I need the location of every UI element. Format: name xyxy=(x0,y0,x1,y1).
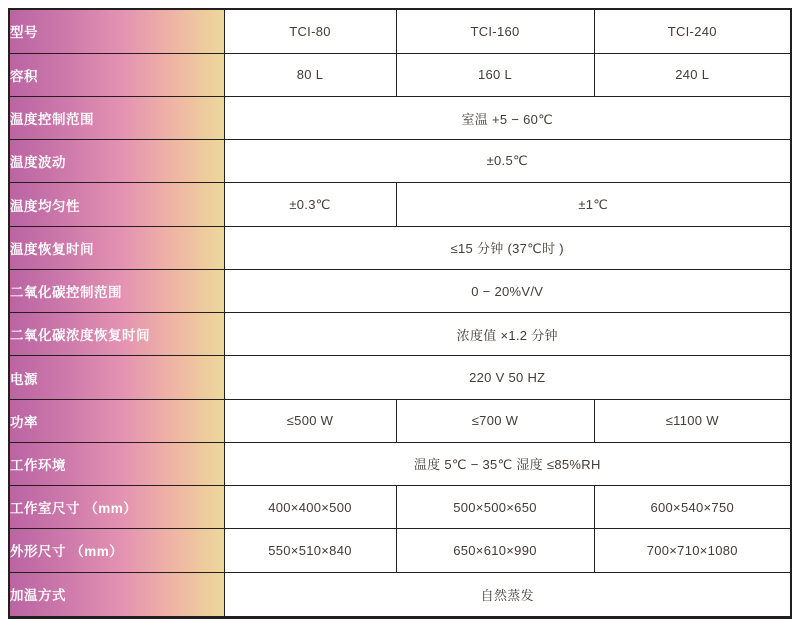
label-temp-control-range: 温度控制范围 xyxy=(9,97,224,140)
value-temp-uniformity-1: ±0.3℃ xyxy=(224,183,396,226)
value-chamber-size-3: 600×540×750 xyxy=(594,486,791,529)
label-temp-recovery-time: 温度恢复时间 xyxy=(9,226,224,269)
label-model: 型号 xyxy=(9,9,224,53)
row-chamber-size xyxy=(9,486,791,529)
row-temp-recovery-time xyxy=(9,226,791,269)
row-co2-recovery-time xyxy=(9,313,791,356)
row-heating-method xyxy=(9,572,791,617)
value-temp-control-range: 室温 +5 − 60℃ xyxy=(224,97,791,140)
label-temp-fluctuation: 温度波动 xyxy=(9,140,224,183)
row-model xyxy=(9,9,791,53)
row-temp-uniformity xyxy=(9,183,791,226)
value-capacity-2: 160 L xyxy=(396,53,594,96)
value-capacity-3: 240 L xyxy=(594,53,791,96)
label-chamber-size: 工作室尺寸 （mm） xyxy=(9,486,224,529)
row-working-environment xyxy=(9,442,791,485)
value-power-2: ≤700 W xyxy=(396,399,594,442)
label-power: 功率 xyxy=(9,399,224,442)
row-power-supply xyxy=(9,356,791,399)
value-co2-recovery-time: 浓度值 ×1.2 分钟 xyxy=(224,313,791,356)
value-overall-size-3: 700×710×1080 xyxy=(594,529,791,572)
value-power-1: ≤500 W xyxy=(224,399,396,442)
spec-table xyxy=(8,8,792,619)
value-temp-uniformity-2: ±1℃ xyxy=(396,183,791,226)
value-heating-method: 自然蒸发 xyxy=(224,572,791,617)
value-working-environment: 温度 5℃ − 35℃ 湿度 ≤85%RH xyxy=(224,442,791,485)
label-power-supply: 电源 xyxy=(9,356,224,399)
value-chamber-size-1: 400×400×500 xyxy=(224,486,396,529)
row-co2-control-range xyxy=(9,269,791,312)
value-overall-size-2: 650×610×990 xyxy=(396,529,594,572)
value-power-3: ≤1100 W xyxy=(594,399,791,442)
spec-table-container xyxy=(8,8,792,619)
value-temp-recovery-time: ≤15 分钟 (37℃时 ) xyxy=(224,226,791,269)
value-power-supply: 220 V 50 HZ xyxy=(224,356,791,399)
value-model-2: TCI-160 xyxy=(396,9,594,53)
value-model-3: TCI-240 xyxy=(594,9,791,53)
label-co2-control-range: 二氧化碳控制范围 xyxy=(9,269,224,312)
value-co2-control-range: 0 − 20%V/V xyxy=(224,269,791,312)
value-model-1: TCI-80 xyxy=(224,9,396,53)
row-overall-size xyxy=(9,529,791,572)
value-chamber-size-2: 500×500×650 xyxy=(396,486,594,529)
row-temp-fluctuation xyxy=(9,140,791,183)
label-working-environment: 工作环境 xyxy=(9,442,224,485)
label-temp-uniformity: 温度均匀性 xyxy=(9,183,224,226)
row-temp-control-range xyxy=(9,97,791,140)
row-power xyxy=(9,399,791,442)
label-overall-size: 外形尺寸 （mm） xyxy=(9,529,224,572)
label-capacity: 容积 xyxy=(9,53,224,96)
value-temp-fluctuation: ±0.5℃ xyxy=(224,140,791,183)
value-capacity-1: 80 L xyxy=(224,53,396,96)
value-overall-size-1: 550×510×840 xyxy=(224,529,396,572)
row-capacity xyxy=(9,53,791,96)
label-co2-recovery-time: 二氧化碳浓度恢复时间 xyxy=(9,313,224,356)
label-heating-method: 加温方式 xyxy=(9,572,224,617)
